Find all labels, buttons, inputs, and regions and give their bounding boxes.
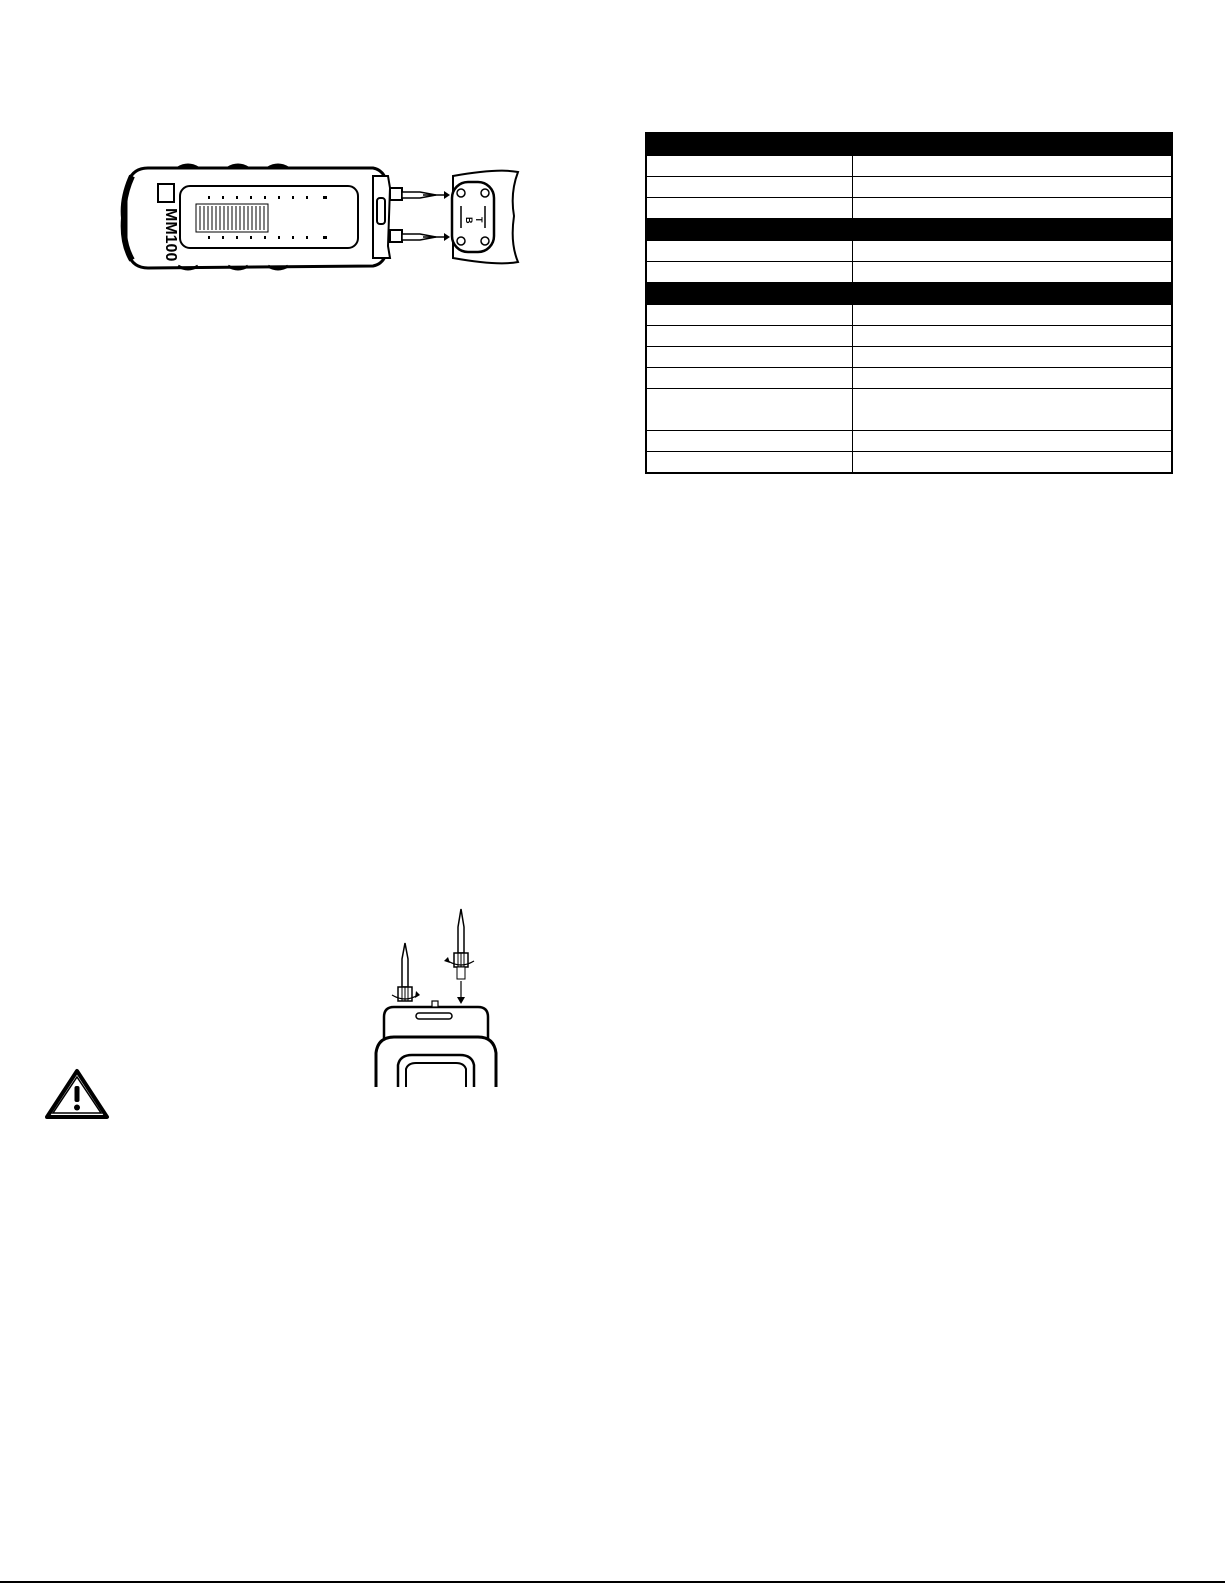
table-row xyxy=(646,389,1172,431)
value-cell xyxy=(852,219,1172,241)
parameter-cell xyxy=(646,219,852,241)
parameter-cell xyxy=(646,305,852,326)
parameter-cell xyxy=(646,198,852,219)
table-row xyxy=(646,431,1172,452)
parameter-cell xyxy=(646,368,852,389)
value-cell xyxy=(852,389,1172,431)
meter-model-label: MM100 xyxy=(162,208,179,262)
parameter-cell xyxy=(646,177,852,198)
parameter-cell xyxy=(646,133,852,156)
value-cell xyxy=(852,133,1172,156)
table-section-header xyxy=(646,133,1172,156)
value-cell xyxy=(852,241,1172,262)
table-row xyxy=(646,198,1172,219)
value-cell xyxy=(852,156,1172,177)
value-cell xyxy=(852,262,1172,283)
value-cell xyxy=(852,283,1172,305)
value-cell xyxy=(852,452,1172,474)
value-cell xyxy=(852,177,1172,198)
parameter-cell xyxy=(646,262,852,283)
specifications-table-body xyxy=(646,133,1172,473)
table-row xyxy=(646,305,1172,326)
table-row xyxy=(646,347,1172,368)
table-row xyxy=(646,368,1172,389)
table-section-header xyxy=(646,283,1172,305)
parameter-cell xyxy=(646,431,852,452)
value-cell xyxy=(852,347,1172,368)
probe-label-t: T xyxy=(474,217,484,223)
probe-label-b: B xyxy=(464,217,474,224)
parameter-cell xyxy=(646,389,852,431)
parameter-cell xyxy=(646,452,852,474)
value-cell xyxy=(852,431,1172,452)
parameter-cell xyxy=(646,156,852,177)
parameter-cell xyxy=(646,241,852,262)
table-row xyxy=(646,177,1172,198)
probe-replacement-illustration xyxy=(372,905,500,1087)
table-row xyxy=(646,452,1172,474)
table-row xyxy=(646,326,1172,347)
table-section-header xyxy=(646,219,1172,241)
table-row xyxy=(646,262,1172,283)
value-cell xyxy=(852,198,1172,219)
value-cell xyxy=(852,368,1172,389)
value-cell xyxy=(852,326,1172,347)
page-bottom-rule xyxy=(0,1581,1225,1583)
value-cell xyxy=(852,305,1172,326)
table-row xyxy=(646,241,1172,262)
table-row xyxy=(646,156,1172,177)
parameter-cell xyxy=(646,347,852,368)
parameter-cell xyxy=(646,326,852,347)
moisture-meter-illustration xyxy=(118,158,528,276)
warning-icon xyxy=(44,1068,110,1120)
specifications-table xyxy=(645,132,1173,474)
parameter-cell xyxy=(646,283,852,305)
